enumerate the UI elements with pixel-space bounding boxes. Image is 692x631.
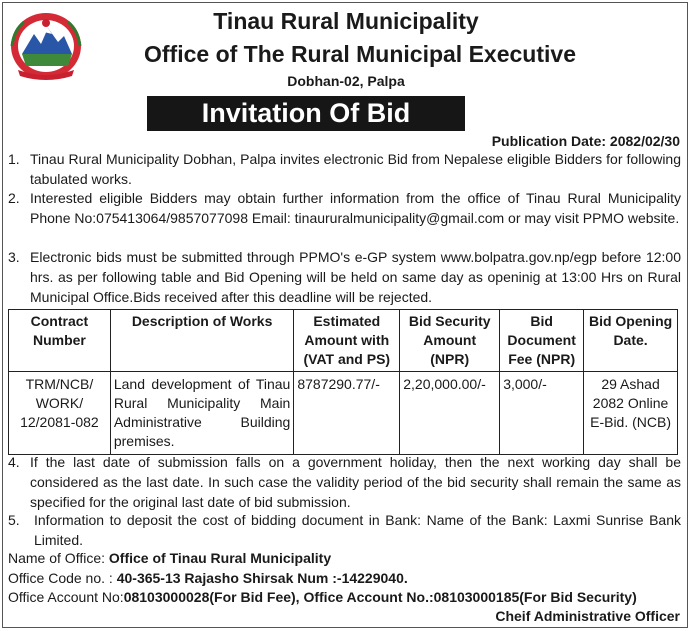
office-account-label-2: Office Account No.: bbox=[303, 589, 434, 605]
cell-contract-number: TRM/NCB/ WORK/ 12/2081-082 bbox=[9, 372, 111, 455]
cell-bid-security: 2,20,000.00/- bbox=[400, 372, 500, 455]
header-description: Description of Works bbox=[110, 310, 294, 372]
paragraph-3 bbox=[8, 247, 681, 307]
signatory: Cheif Administrative Officer bbox=[495, 608, 680, 624]
office-code-label: Office Code no. : bbox=[8, 570, 113, 586]
office-name-label: Name of Office: bbox=[8, 550, 106, 566]
table-header-row bbox=[9, 310, 678, 372]
paragraph-number: 5. bbox=[8, 512, 20, 528]
cell-opening-date: 29 Ashad 2082 Online E-Bid. (NCB) bbox=[584, 372, 678, 455]
office-code-value: 40-365-13 Rajasho Shirsak Num :-14229040. bbox=[116, 570, 408, 586]
cell-estimated-amount: 8787290.77/- bbox=[294, 372, 400, 455]
paragraph-number: 3. bbox=[8, 249, 20, 265]
office-address: Dobhan-02, Palpa bbox=[287, 73, 405, 89]
paragraph-1 bbox=[8, 149, 681, 189]
notice-title: Invitation Of Bid bbox=[147, 96, 465, 131]
account-bid-security-value: 08103000185(For Bid Security) bbox=[433, 589, 637, 605]
office-name-heading: Office of The Rural Municipal Executive bbox=[144, 41, 576, 67]
paragraph-text: Electronic bids must be submitted through PPMO's e-GP system www.bolpatra.gov.np/egp before 12:00 hrs. as per following table and Bid Opening will be held on same day as openinig at 13:00 Hrs on Rural Municipal Office.Bids received after this deadline will be rejected. bbox=[30, 249, 681, 305]
paragraph-number: 4. bbox=[8, 454, 20, 470]
header-contract-number: Contract Number bbox=[9, 310, 111, 372]
paragraph-text: Tinau Rural Municipality Dobhan, Palpa invites electronic Bid from Nepalese eligible Bidders for following tabulated works. bbox=[30, 151, 681, 187]
header-estimated-amount: Estimated Amount with (VAT and PS) bbox=[294, 310, 400, 372]
office-name-line bbox=[8, 549, 331, 568]
paragraph-5 bbox=[8, 510, 681, 550]
header-bid-security: Bid Security Amount (NPR) bbox=[400, 310, 500, 372]
paragraph-4 bbox=[8, 452, 681, 512]
table-row bbox=[9, 372, 678, 455]
office-name-value: Office of Tinau Rural Municipality bbox=[108, 550, 332, 566]
cell-document-fee: 3,000/- bbox=[500, 372, 584, 455]
paragraph-2 bbox=[8, 188, 681, 228]
municipality-name: Tinau Rural Municipality bbox=[213, 8, 479, 34]
header-document-fee: Bid Document Fee (NPR) bbox=[500, 310, 584, 372]
office-account-line bbox=[8, 588, 637, 607]
paragraph-text: Interested eligible Bidders may obtain further information from the office of Tinau Rural Municipality Phone No:075413064/9857077098 Email: tinaururalmunicipality@gmail.com or may visit PPMO website. bbox=[30, 190, 681, 226]
paragraph-number: 1. bbox=[8, 151, 20, 167]
office-account-label: Office Account No: bbox=[8, 589, 124, 605]
paragraph-text: Information to deposit the cost of bidding document in Bank: Name of the Bank: Laxmi Sunrise Bank Limited. bbox=[34, 512, 681, 548]
bid-table bbox=[8, 309, 678, 455]
paragraph-number: 2. bbox=[8, 190, 20, 206]
office-code-line bbox=[8, 569, 408, 588]
paragraph-text: If the last date of submission falls on a government holiday, then the next working day shall be considered as the last date. In such case the validity period of the bid security shall remain the same as specified for the original last date of bid submission. bbox=[30, 454, 681, 510]
publication-date: Publication Date: 2082/02/30 bbox=[491, 133, 680, 149]
account-bid-fee-value: 08103000028(For Bid Fee), bbox=[123, 589, 300, 605]
cell-description: Land development of Tinau Rural Municipality Main Administrative Building premises. bbox=[110, 372, 294, 455]
header-opening-date: Bid Opening Date. bbox=[584, 310, 678, 372]
